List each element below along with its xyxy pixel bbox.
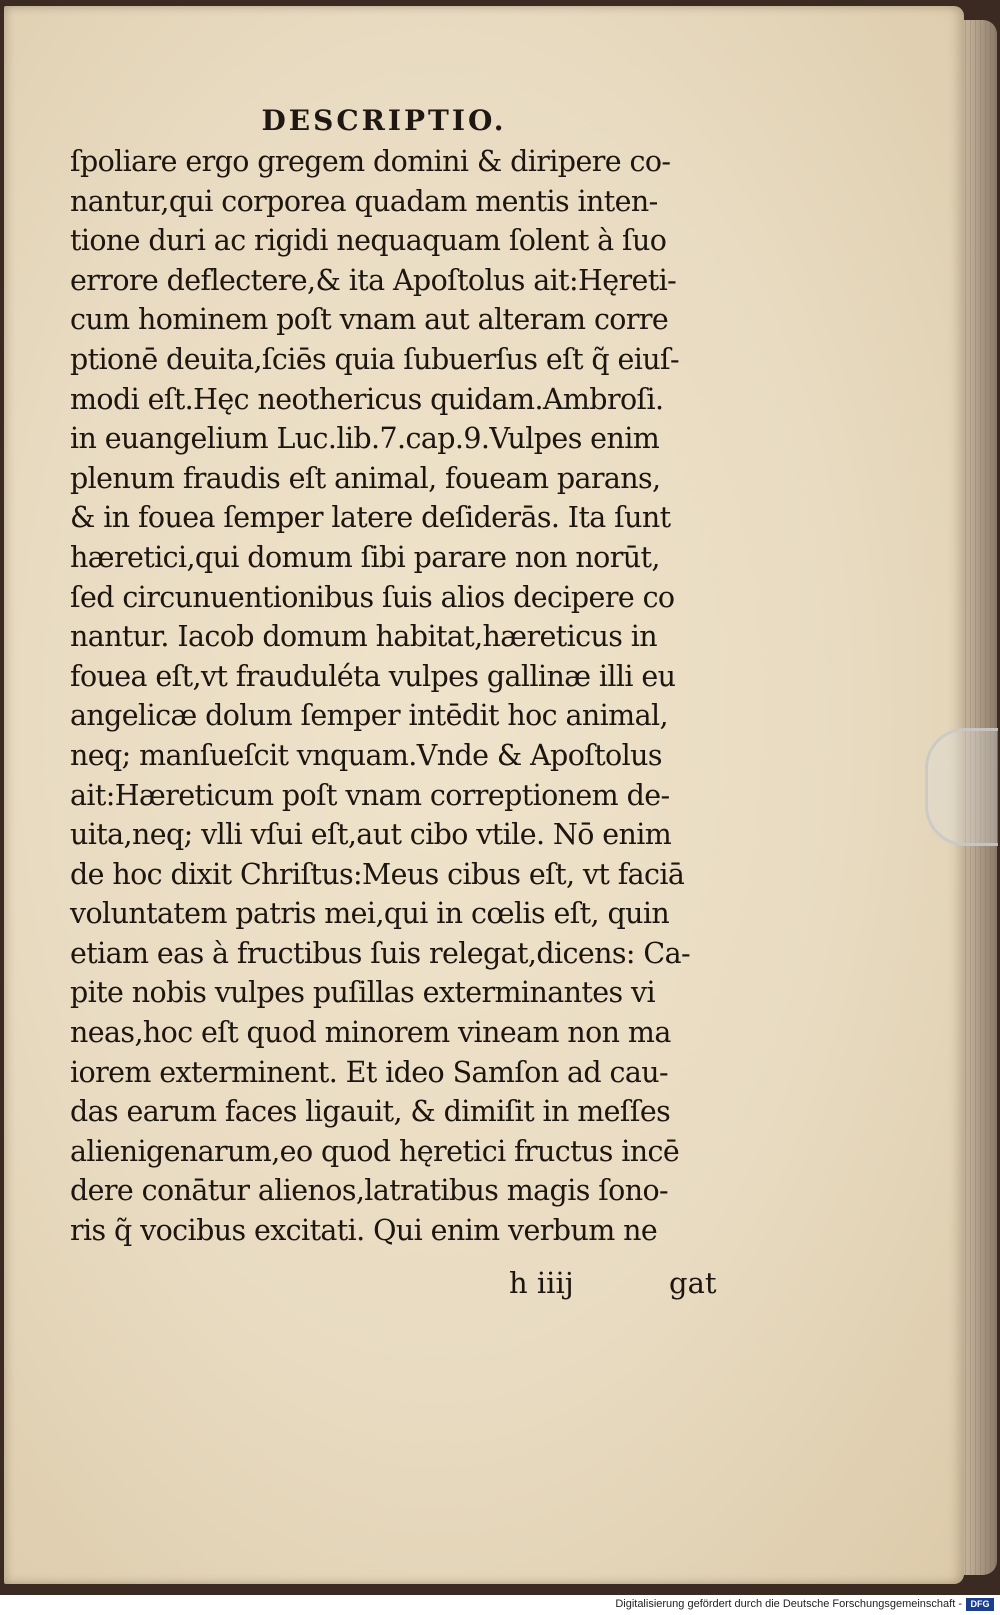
text-line: nantur. Iacob domum habitat,hæreticus in (70, 620, 657, 654)
text-line: ris q̃ vocibus excitati. Qui enim verbum ne (70, 1214, 658, 1248)
text-line: nantur,qui corporea quadam mentis inten- (70, 184, 658, 218)
text-line: etiam eas à fructibus ſuis relegat,dicens: Ca- (70, 936, 691, 970)
text-line: pite nobis vulpes puſillas exterminantes vi (70, 976, 655, 1010)
text-line: cum hominem poſt vnam aut alteram corre (70, 303, 669, 337)
text-line: de hoc dixit Chriſtus:Meus cibus eſt, vt faciā (70, 857, 685, 891)
text-line: voluntatem patris mei,qui in cœlis eſt, quin (70, 897, 670, 931)
text-line: in euangelium Luc.lib.7.cap.9.Vulpes enim (70, 422, 660, 456)
text-line: neq; manſueſcit vnquam.Vnde & Apoſtolus (70, 738, 662, 772)
text-line: angelicæ dolum ſemper intēdit hoc animal, (70, 699, 668, 733)
text-line: fouea eſt,vt frauduléta vulpes gallinæ illi eu (70, 659, 676, 693)
text-line: ſed circunuentionibus ſuis alios decipere co (70, 580, 675, 614)
funding-credit: Digitalisierung gefördert durch die Deutsche Forschungsgemeinschaft - (615, 1598, 962, 1610)
signature-mark: h iiij (509, 1266, 574, 1300)
text-line: dere conātur alienos,latratibus magis ſono- (70, 1174, 669, 1208)
text-line: plenum fraudis eſt animal, foueam parans, (70, 461, 661, 495)
text-line: das earum faces ligauit, & dimiſit in meſſes (70, 1095, 671, 1129)
text-line: hæretici,qui domum ſibi parare non norūt, (70, 540, 660, 574)
book-page (4, 6, 964, 1584)
text-line: tione duri ac rigidi nequaquam ſolent à ſuo (70, 224, 667, 258)
running-head: DESCRIPTIO. (261, 104, 507, 137)
text-line: ſpoliare ergo gregem domini & diripere co- (70, 145, 671, 178)
body-text (70, 142, 730, 1251)
text-line: uita,neq; vlli vſui eſt,aut cibo vtile. Nō enim (70, 818, 672, 852)
text-line: ait:Hæreticum poſt vnam correptionem de- (70, 778, 670, 812)
catchword: gat (669, 1266, 717, 1300)
text-line: iorem exterminent. Et ideo Samſon ad cau- (70, 1055, 669, 1089)
text-line: neas,hoc eſt quod minorem vineam non ma (70, 1016, 671, 1050)
text-line: errore deflectere,& ita Apoſtolus ait:Hęreti- (70, 263, 677, 297)
text-line: alienigenarum,eo quod hęretici fructus incē (70, 1134, 680, 1168)
text-line: ptionē deuita,ſciēs quia ſubuerſus eſt q̃ eiuſ- (70, 342, 680, 376)
dfg-logo: DFG (966, 1598, 994, 1611)
page-clip (925, 728, 998, 846)
text-line: & in fouea ſemper latere deſiderās. Ita ſunt (70, 501, 671, 535)
text-line: modi eſt.Hęc neothericus quidam.Ambroſi. (70, 382, 664, 416)
